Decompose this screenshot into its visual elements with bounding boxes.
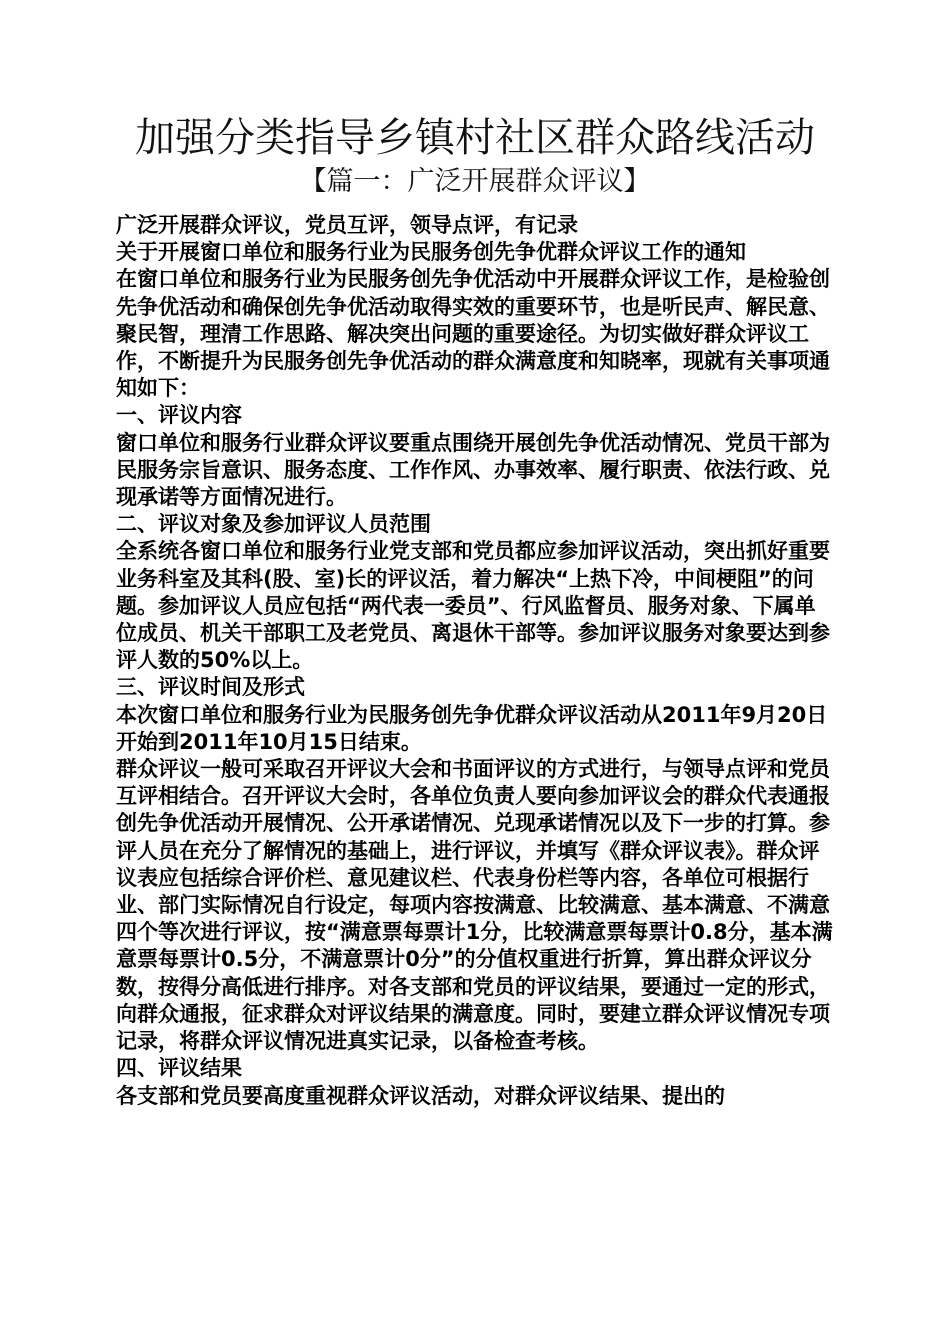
paragraph-results: 各支部和党员要高度重视群众评议活动，对群众评议结果、提出的: [116, 1083, 725, 1108]
section-heading-1: 一、评议内容: [116, 403, 242, 428]
document-title: 加强分类指导乡镇村社区群众路线活动: [135, 115, 815, 161]
paragraph-content: 窗口单位和服务行业群众评议要重点围绕开展创先争优活动情况、党员干部为民服务宗旨意识、服务态度、工作作风、办事效率、履行职责、依法行政、兑现承诺等方面情况进行。: [116, 430, 830, 510]
section-heading-3: 三、评议时间及形式: [116, 675, 305, 700]
section-heading-4: 四、评议结果: [116, 1056, 242, 1081]
paragraph-intro: 在窗口单位和服务行业为民服务创先争优活动中开展群众评议工作，是检验创先争优活动和确保创先争优活动取得实效的重要环节，也是听民声、解民意、聚民智，理清工作思路、解决突出问题的重要途径。为切实做好群众评议工作，不断提升为民服务创先争优活动的群众满意度和知晓率，现就有关事项通知如下：: [116, 267, 830, 401]
paragraph-method: 群众评议一般可采取召开评议大会和书面评议的方式进行，与领导点评和党员互评相结合。召开评议大会时，各单位负责人要向参加评议会的群众代表通报创先争优活动开展情况、公开承诺情况、兑现承诺情况以及下一步的打算。参评人员在充分了解情况的基础上，进行评议，并填写《群众评议表》。群众评议表应包括综合评价栏、意见建议栏、代表身份栏等内容，各单位可根据行业、部门实际情况自行设定，每项内容按满意、比较满意、基本满意、不满意四个等次进行评议，按“满意票每票计1分，比较满意票每票计0.8分，基本满意票每票计0.5分，不满意票计0分”的分值权重进行折算，算出群众评议分数，按得分高低进行排序。对各支部和党员的评议结果，要通过一定的形式，向群众通报，征求群众对评议结果的满意度。同时，要建立群众评议情况专项记录，将群众评议情况进真实记录，以备检查考核。: [116, 757, 833, 1054]
paragraph-summary: 广泛开展群众评议，党员互评，领导点评，有记录: [116, 213, 578, 237]
section-heading-2: 二、评议对象及参加评议人员范围: [116, 512, 431, 537]
paragraph-scope: 全系统各窗口单位和服务行业党支部和党员都应参加评议活动，突出抓好重要业务科室及其科(股、室)长的评议活，着力解决“上热下冷，中间梗阻”的问题。参加评议人员应包括“两代表一委员”、行风监督员、服务对象、下属单位成员、机关干部职工及老党员、离退休干部等。参加评议服务对象要达到参评人数的50%以上。: [116, 539, 830, 673]
document-subtitle: 【篇一：广泛开展群众评议】: [299, 166, 651, 197]
paragraph-notice-title: 关于开展窗口单位和服务行业为民服务创先争优群众评议工作的通知: [116, 240, 746, 265]
document-body: [116, 212, 836, 1110]
paragraph-schedule: 本次窗口单位和服务行业为民服务创先争优群众评议活动从2011年9月20日开始到2011年10月15日结束。: [116, 702, 828, 754]
